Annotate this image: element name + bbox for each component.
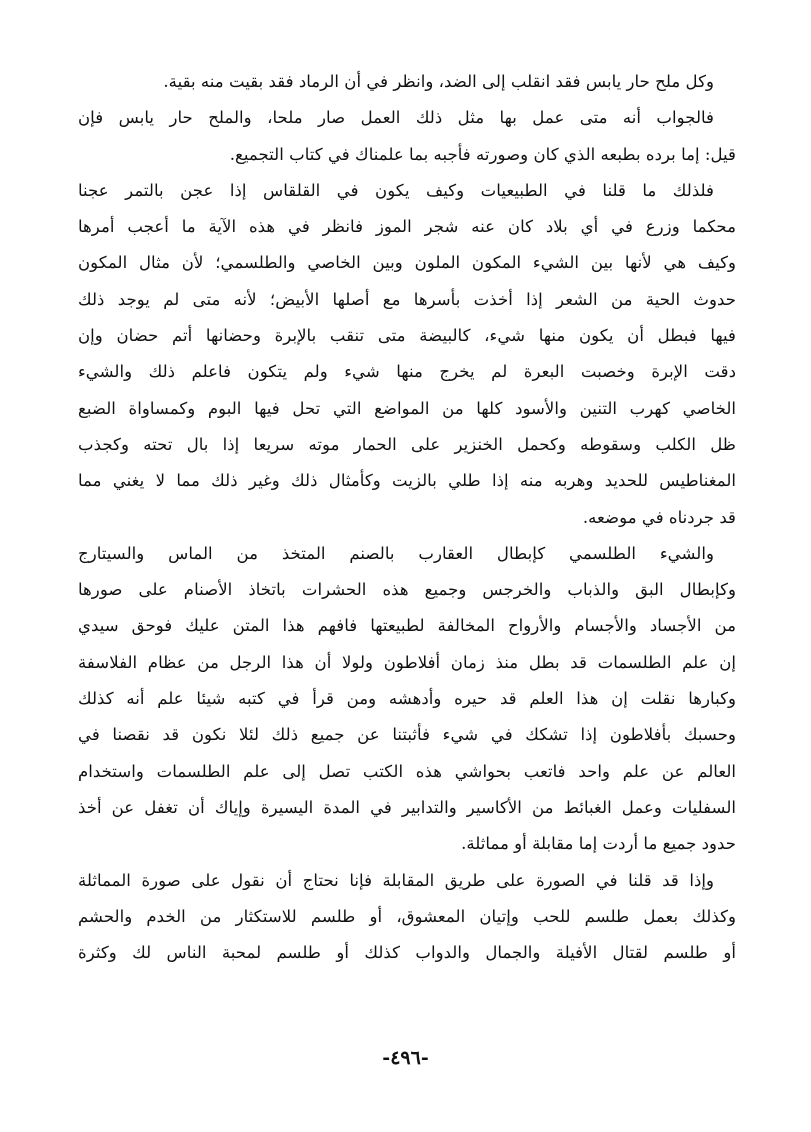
text-line: وكذلك بعمل طلسم للحب وإتيان المعشوق، أو طلسم للاستكثار من الخدم والحشم	[78, 906, 736, 926]
text-line: المغناطيس للحديد وهربه منه إذا طلي بالزيت وكأمثال ذلك وغير ذلك مما لا يغني مما	[78, 471, 736, 491]
text-line: ظل الكلب وسقوطه وكحمل الخنزير على الحمار موته سريعا إذا بال تحته وكجذب	[78, 434, 736, 454]
text-line: والشيء الطلسمي كإبطال العقارب بالصنم المتخذ من الماس والسيتارج	[78, 543, 714, 563]
text-line: وإذا قد قلنا في الصورة على طريق المقابلة فإنا نحتاج أن نقول على صورة المماثلة	[78, 870, 714, 890]
text-line: الخاصي كهرب التنين والأسود كلها من المواضع التي تحل فيها البوم وكمساواة الضبع	[78, 398, 736, 418]
text-line: حدوث الحية من الشعر إذا أخذت بأسرها مع أصلها الأبيض؛ لأنه متى لم يوجد ذلك	[78, 289, 736, 309]
text-line: السفليات وعمل الغبائط من الأكاسير والتدابير في المدة اليسيرة وإياك أن تغفل عن أخذ	[78, 797, 736, 817]
text-line: وحسبك بأفلاطون إذا تشكك في شيء فأثبتنا عن جميع ذلك لئلا نكون قد نقصنا في	[78, 725, 736, 745]
page-number: -٤٩٦-	[382, 1047, 429, 1069]
text-line: إن علم الطلسمات قد بطل منذ زمان أفلاطون ولولا أن هذا الرجل من عظام الفلاسفة	[78, 652, 736, 672]
body-text	[78, 64, 736, 971]
text-line: وكإبطال البق والذباب والخرجس وجميع هذه الحشرات باتخاذ الأصنام على صورها	[78, 580, 736, 600]
text-line: دقت الإبرة وخصبت البعرة لم يخرج منها شيء ولم يتكون فاعلم ذلك والشيء	[78, 362, 736, 382]
text-line: من الأجساد والأجسام والأرواح المخالفة لطبيعتها فافهم هذا المتن عليك فوحق سيدي	[78, 616, 736, 636]
text-line: فالجواب أنه متى عمل بها مثل ذلك العمل صار ملحا، والملح حار يابس فإن	[78, 108, 714, 128]
text-line: قد جردناه في موضعه.	[582, 507, 736, 527]
text-line: حدود جميع ما أردت إما مقابلة أو مماثلة.	[461, 834, 736, 854]
text-line: وكبارها نقلت إن هذا العلم قد حيره وأدهشه ومن قرأ في كتبه شيئا علم أنه كذلك	[78, 689, 736, 709]
text-line: وكل ملح حار يابس فقد انقلب إلى الضد، وانظر في أن الرماد فقد بقيت منه بقية.	[163, 72, 714, 91]
text-line: أو طلسم لقتال الأفيلة والجمال والدواب كذلك أو طلسم لمحبة الناس لك وكثرة	[78, 943, 736, 963]
text-line: قيل: إما برده بطبعه الذي كان وصورته فأجبه بما علمناك في كتاب التجميع.	[229, 144, 736, 164]
text-line: وكيف هي لأنها بين الشيء المكون الملون وبين الخاصي والطلسمي؛ لأن مثال المكون	[78, 253, 736, 273]
text-line: العالم عن علم واحد فاتعب بحواشي هذه الكتب تصل إلى علم الطلسمات واستخدام	[78, 761, 736, 781]
text-line: فلذلك ما قلنا في الطبيعيات وكيف يكون في القلقاس إذا عجن بالتمر عجنا	[78, 180, 714, 200]
text-line: فيها فبطل أن يكون منها شيء، كالبيضة متى تنقب بالإبرة وحضانها أتم حضان وإن	[78, 326, 736, 346]
text-line: محكما وزرع في أي بلاد كان عنه شجر الموز فانظر في هذه الآية ما أعجب أمرها	[78, 217, 736, 237]
